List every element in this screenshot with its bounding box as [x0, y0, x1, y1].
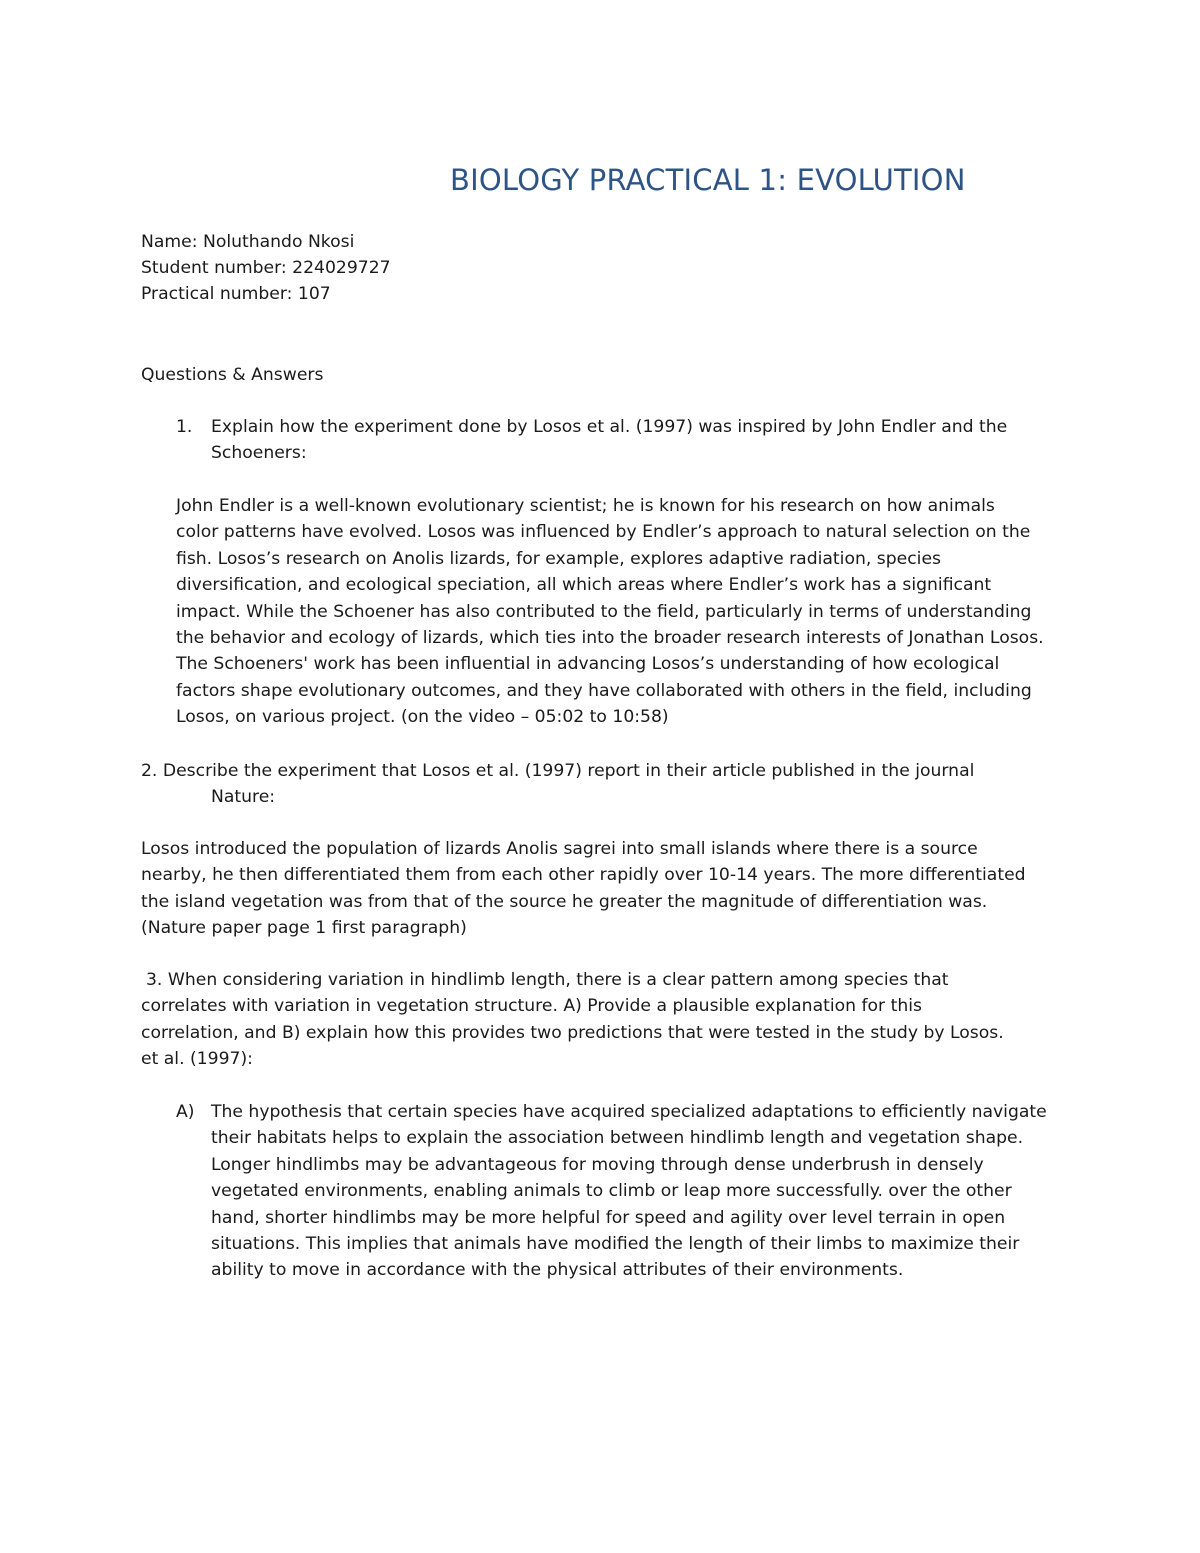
student-number: Student number: 224029727 [141, 258, 391, 278]
q1-answer-line: The Schoeners' work has been influential in advancing Losos’s understanding of how ecological [176, 654, 1000, 675]
q3-question [141, 967, 1004, 1073]
q1-answer-line: color patterns have evolved. Losos was influenced by Endler’s approach to natural selection on the [176, 522, 1031, 543]
q1-answer-line: John Endler is a well-known evolutionary scientist; he is known for his research on how animals [176, 496, 995, 516]
q2-text-line: Nature: [211, 787, 276, 807]
q1-answer-line: Losos, on various project. (on the video – 05:02 to 10:58) [176, 707, 669, 728]
q3-answer-a-line: ability to move in accordance with the physical attributes of their environments. [211, 1260, 904, 1281]
student-name: Name: Noluthando Nkosi [141, 232, 355, 252]
practical-number: Practical number: 107 [141, 284, 331, 304]
q1-number: 1. [176, 417, 193, 437]
q2-text-line: 2. Describe the experiment that Losos et al. (1997) report in their article published in the journal [141, 761, 975, 781]
document-title: BIOLOGY PRACTICAL 1: EVOLUTION [450, 163, 966, 197]
q3-answer-a-line: Longer hindlimbs may be advantageous for moving through dense underbrush in densely [211, 1154, 984, 1175]
q1-answer-line: fish. Losos’s research on Anolis lizards, for example, explores adaptive radiation, species [176, 548, 941, 569]
q3-answer-a-line: hand, shorter hindlimbs may be more helpful for speed and agility over level terrain in open [211, 1207, 1006, 1228]
q1-answer-line: impact. While the Schoener has also contributed to the field, particularly in terms of understanding [176, 601, 1032, 622]
q3-answer-a-line: their habitats helps to explain the association between hindlimb length and vegetation shape. [211, 1128, 1024, 1149]
q3-answer-a-line: The hypothesis that certain species have acquired specialized adaptations to efficiently navigate [211, 1102, 1047, 1122]
q1-text-line: Explain how the experiment done by Losos et al. (1997) was inspired by John Endler and the [211, 417, 1008, 437]
q3-text-line: correlates with variation in vegetation structure. A) Provide a plausible explanation for this [141, 996, 922, 1017]
q2-answer [141, 836, 1026, 942]
q2-answer-line: nearby, he then differentiated them from each other rapidly over 10-14 years. The more differentiated [141, 865, 1026, 886]
q3-text-line: et al. (1997): [141, 1049, 253, 1070]
q1-answer [176, 493, 1044, 731]
q1-answer-line: the behavior and ecology of lizards, which ties into the broader research interests of Jonathan Losos. [176, 628, 1044, 649]
q1-answer-line: factors shape evolutionary outcomes, and they have collaborated with others in the field, including [176, 680, 1032, 701]
q3-text-line: correlation, and B) explain how this provides two predictions that were tested in the study by Losos. [141, 1022, 1004, 1043]
q2-answer-line: Losos introduced the population of lizards Anolis sagrei into small islands where there is a source [141, 839, 978, 859]
q3-answer-a-line: vegetated environments, enabling animals to climb or leap more successfully. over the other [211, 1181, 1012, 1202]
q2-answer-line: the island vegetation was from that of the source he greater the magnitude of differentiation was. [141, 891, 988, 912]
section-heading: Questions & Answers [141, 365, 324, 385]
q2-answer-line: (Nature paper page 1 first paragraph) [141, 918, 467, 939]
q1-text-line: Schoeners: [211, 443, 307, 463]
q3-answer-a-label: A) [176, 1102, 195, 1122]
q3-answer-a-line: situations. This implies that animals have modified the length of their limbs to maximize their [211, 1234, 1020, 1255]
q1-answer-line: diversification, and ecological speciation, all which areas where Endler’s work has a significant [176, 575, 992, 596]
q3-text-line: 3. When considering variation in hindlimb length, there is a clear pattern among species that [146, 970, 949, 990]
q3-answer-a [211, 1099, 1047, 1284]
